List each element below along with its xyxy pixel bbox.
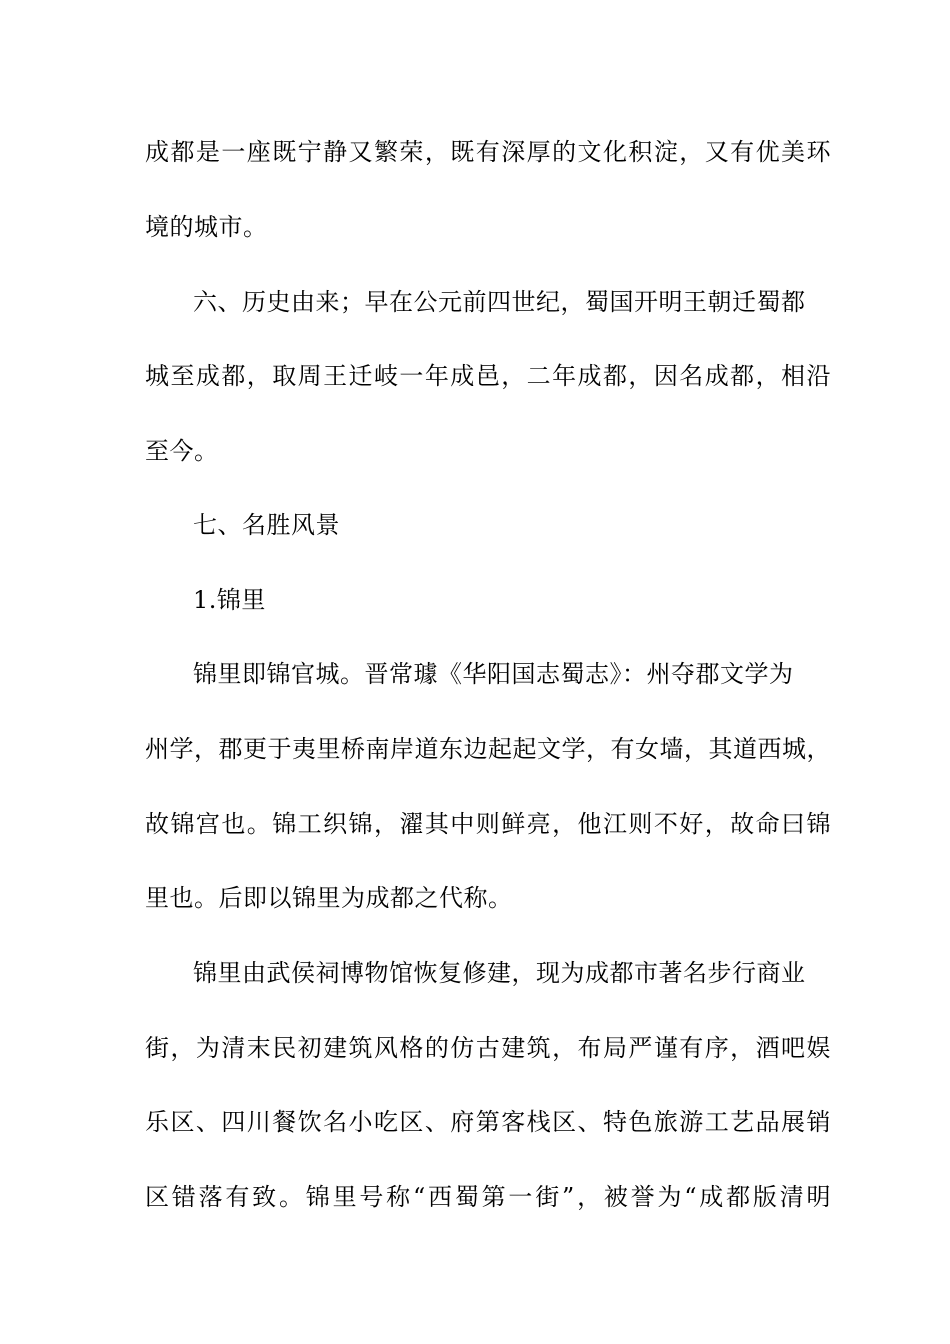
text-line: 锦里由武侯祠博物馆恢复修建，现为成都市著名步行商业 <box>193 959 806 987</box>
text-line: 至今。 <box>145 437 219 465</box>
text-line: 城至成都，取周王迁岐一年成邑，二年成都，因名成都，相沿 <box>145 362 831 390</box>
text-line: 成都是一座既宁静又繁荣，既有深厚的文化积淀，又有优美环 <box>145 138 831 166</box>
text-line: 境的城市。 <box>145 213 268 241</box>
text-line: 乐区、四川餐饮名小吃区、府第客栈区、特色旅游工艺品展销 <box>145 1108 831 1136</box>
section-six-heading-line: 六、历史由来；早在公元前四世纪，蜀国开明王朝迁蜀都 <box>193 288 806 316</box>
text-line: 街，为清末民初建筑风格的仿古建筑，布局严谨有序，酒吧娱 <box>145 1034 831 1062</box>
text-line: 故锦宫也。锦工织锦，濯其中则鲜亮，他江则不好，故命曰锦 <box>145 810 831 838</box>
text-line: 里也。后即以锦里为成都之代称。 <box>145 884 513 912</box>
text-line: 区错落有致。锦里号称“西蜀第一街”，被誉为“成都版清明 <box>145 1183 831 1211</box>
subsection-heading-jinli: 1.锦里 <box>193 586 266 614</box>
text-line: 州学，郡更于夷里桥南岸道东边起起文学，有女墙，其道西城， <box>145 735 831 763</box>
section-seven-heading: 七、名胜风景 <box>193 511 340 539</box>
text-line: 锦里即锦官城。晋常璩《华阳国志蜀志》：州夺郡文学为 <box>193 660 794 688</box>
